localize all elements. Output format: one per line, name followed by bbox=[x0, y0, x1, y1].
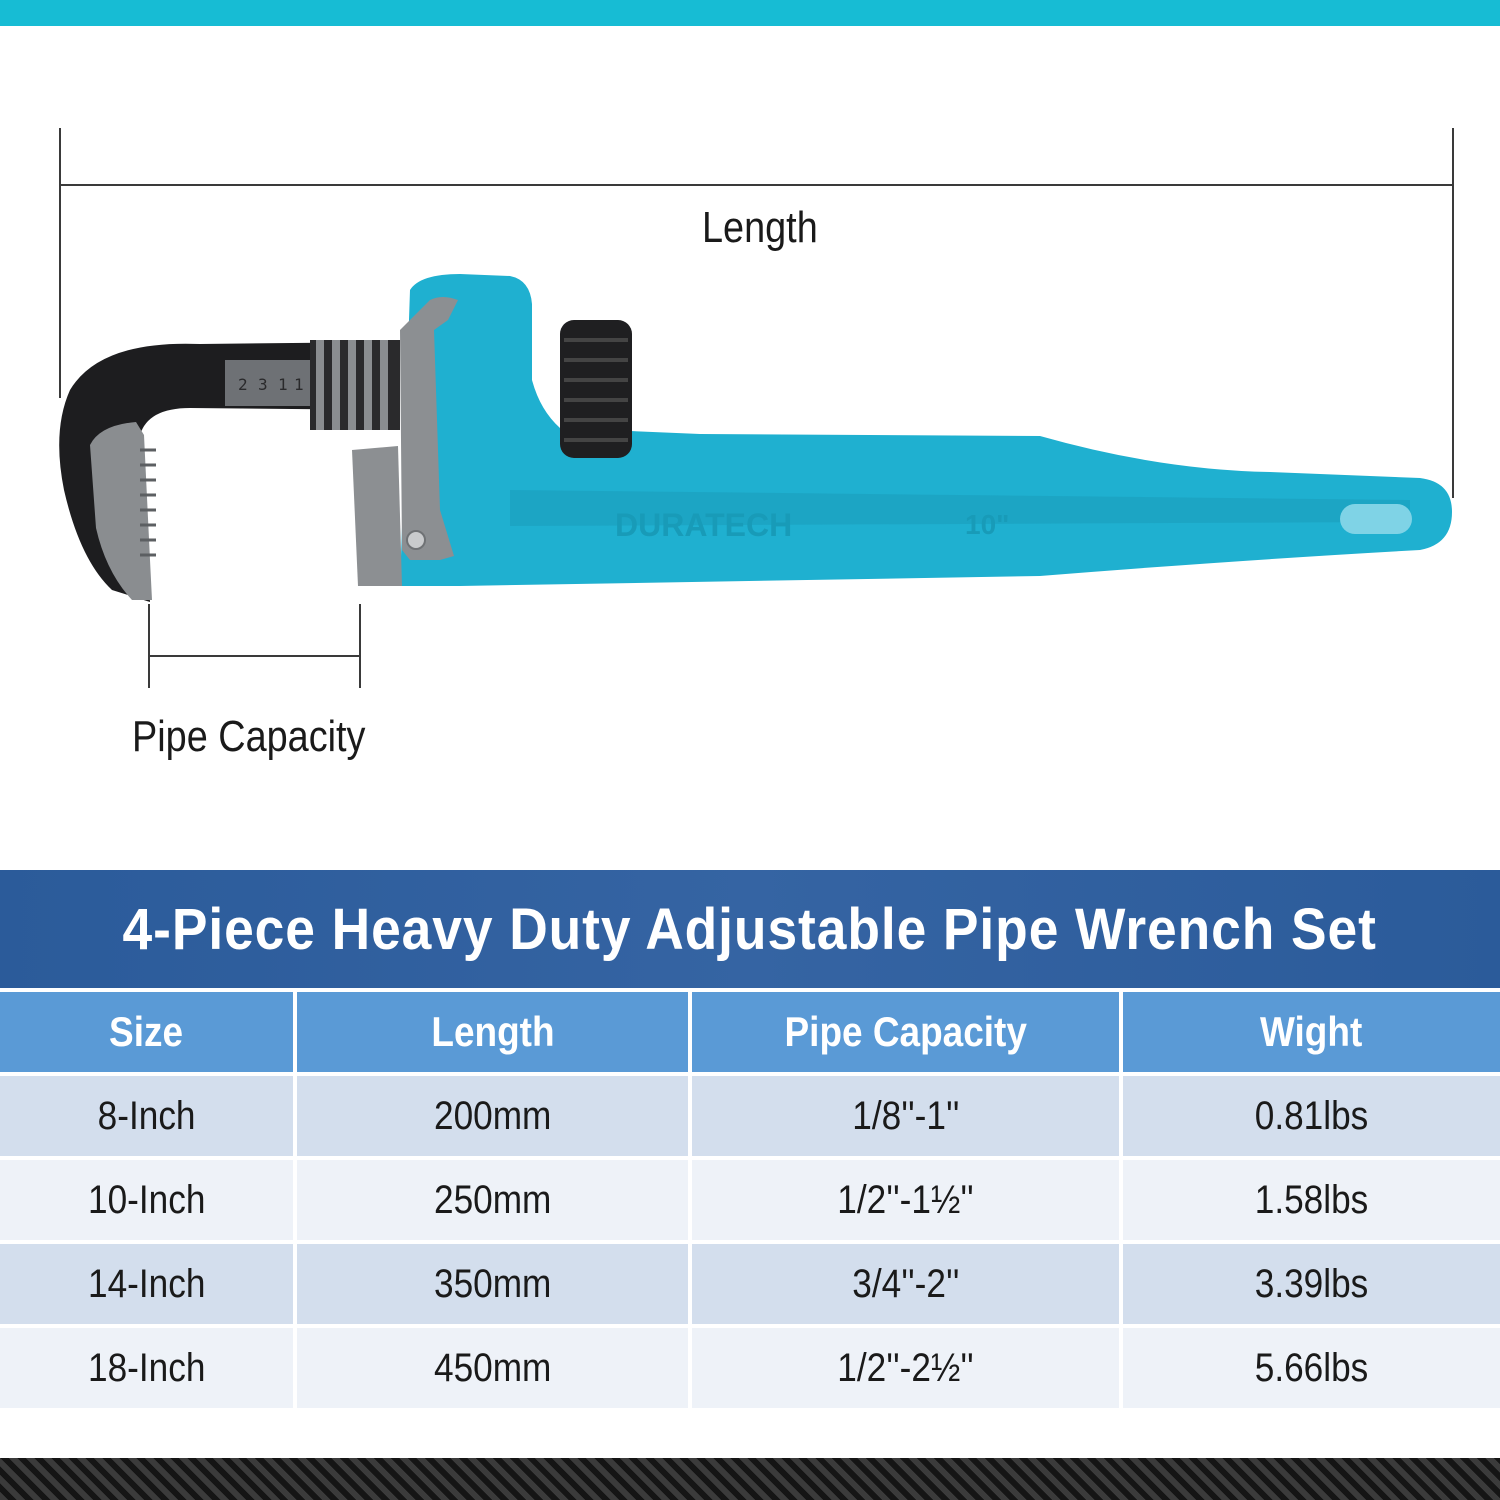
cell-length: 250mm bbox=[297, 1160, 688, 1240]
size-mark: 10" bbox=[965, 509, 1010, 540]
length-dimension-line bbox=[59, 184, 1454, 186]
cell-size: 10-Inch bbox=[0, 1160, 293, 1240]
length-label: Length bbox=[702, 203, 818, 252]
table-row bbox=[0, 1328, 1500, 1408]
cell-length: 350mm bbox=[297, 1244, 688, 1324]
table-title: 4-Piece Heavy Duty Adjustable Pipe Wrench Set bbox=[122, 896, 1378, 962]
header-pipe-capacity: Pipe Capacity bbox=[692, 992, 1119, 1072]
table-header-row bbox=[0, 992, 1500, 1072]
table-row bbox=[0, 1076, 1500, 1156]
cell-size: 8-Inch bbox=[0, 1076, 293, 1156]
cell-size: 18-Inch bbox=[0, 1328, 293, 1408]
pipe-wrench-image bbox=[40, 260, 1470, 620]
spec-grid bbox=[0, 992, 1500, 1412]
carbon-fiber-strip bbox=[0, 1458, 1500, 1500]
cell-pipe-capacity: 1/2''-1½'' bbox=[692, 1160, 1119, 1240]
cell-weight: 1.58lbs bbox=[1123, 1160, 1500, 1240]
cell-weight: 5.66lbs bbox=[1123, 1328, 1500, 1408]
svg-text:1: 1 bbox=[278, 375, 288, 394]
cell-pipe-capacity: 3/4''-2'' bbox=[692, 1244, 1119, 1324]
table-row bbox=[0, 1160, 1500, 1240]
cell-length: 450mm bbox=[297, 1328, 688, 1408]
cell-weight: 0.81lbs bbox=[1123, 1076, 1500, 1156]
header-length: Length bbox=[297, 992, 688, 1072]
cell-size: 14-Inch bbox=[0, 1244, 293, 1324]
table-title-band bbox=[0, 870, 1500, 988]
cell-pipe-capacity: 1/8''-1'' bbox=[692, 1076, 1119, 1156]
header-weight: Wight bbox=[1123, 992, 1500, 1072]
svg-text:2: 2 bbox=[238, 375, 248, 394]
cell-pipe-capacity: 1/2''-2½'' bbox=[692, 1328, 1119, 1408]
header-size: Size bbox=[0, 992, 293, 1072]
pipe-capacity-label: Pipe Capacity bbox=[132, 712, 366, 761]
brand-mark: DURATECH bbox=[615, 507, 793, 543]
pipe-capacity-dimension-line bbox=[148, 655, 361, 657]
top-accent-bar bbox=[0, 0, 1500, 26]
svg-text:1: 1 bbox=[294, 375, 304, 394]
cell-length: 200mm bbox=[297, 1076, 688, 1156]
table-row bbox=[0, 1244, 1500, 1324]
cell-weight: 3.39lbs bbox=[1123, 1244, 1500, 1324]
spec-table bbox=[0, 870, 1500, 1410]
svg-text:3: 3 bbox=[258, 375, 268, 394]
